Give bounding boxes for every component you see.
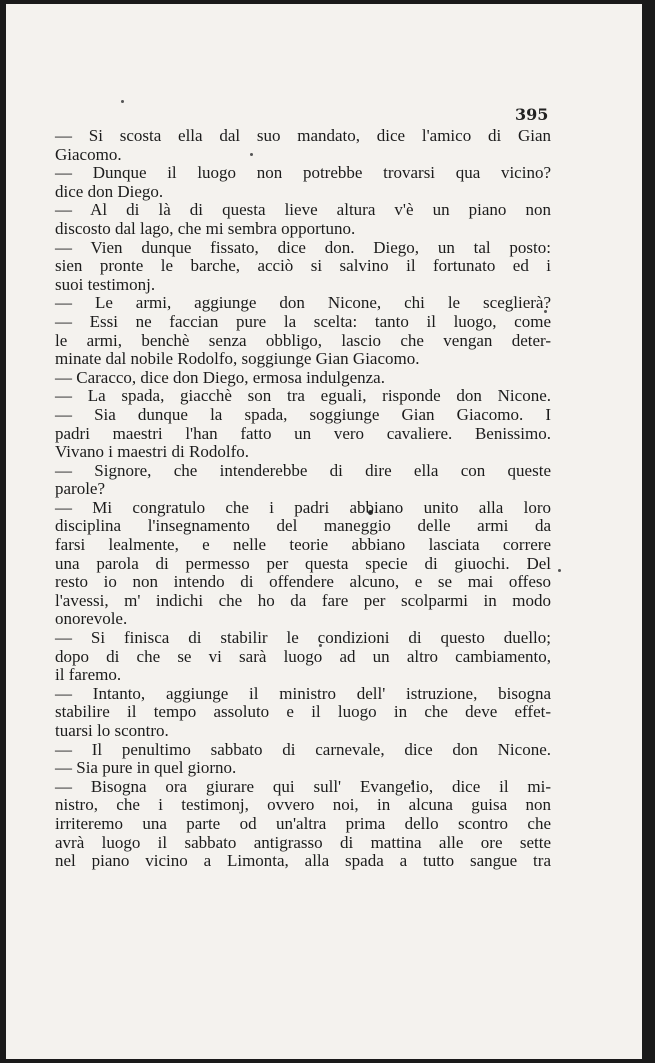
text-line: padri maestri l'han fatto un vero cavaliere. Benissimo. <box>55 423 551 443</box>
text-line: sien pronte le barche, acciò si salvino il fortunato ed i <box>55 256 551 276</box>
text-line: avrà luogo il sabbato antigrasso di mattina alle ore sette <box>55 832 551 852</box>
text-line: Vivano i maestri di Rodolfo. <box>55 442 249 462</box>
text-line: discosto dal lago, che mi sembra opportuno. <box>55 218 356 238</box>
text-line: dopo di che se vi sarà luogo ad un altro cambiamento, <box>55 646 551 666</box>
text-line: — La spada, giacchè son tra eguali, risponde don Nicone. <box>55 386 551 406</box>
text-line: stabilire il tempo assoluto e il luogo in che deve effet- <box>55 702 551 722</box>
text-line: farsi lealmente, e nelle teorie abbiano lasciata correre <box>55 535 551 555</box>
text-line: nel piano vicino a Limonta, alla spada a tutto sangue tra <box>55 851 551 871</box>
body-text <box>55 127 551 871</box>
text-line: il faremo. <box>55 665 122 685</box>
book-page <box>6 4 642 1059</box>
text-line: tuarsi lo scontro. <box>55 721 169 740</box>
text-line: nistro, che i testimonj, ovvero noi, in alcuna guisa non <box>55 795 551 815</box>
text-line: — Caracco, dice don Diego, ermosa indulgenza. <box>55 367 385 387</box>
text-line: — Dunque il luogo non potrebbe trovarsi qua vicino? <box>55 163 551 183</box>
text-line: — Il penultimo sabbato di carnevale, dice don Nicone. <box>55 739 551 759</box>
text-line: le armi, benchè senza obbligo, lascio che vengan deter- <box>55 330 551 350</box>
text-line: — Bisogna ora giurare qui sull' Evangelio, dice il mi- <box>55 776 551 796</box>
text-line: — Sia pure in quel giorno. <box>55 758 237 778</box>
ink-speck <box>558 569 561 572</box>
text-line: — Le armi, aggiunge don Nicone, chi le sceglierà? <box>55 293 551 313</box>
text-line: onorevole. <box>55 609 128 629</box>
text-line: parole? <box>55 479 106 499</box>
text-line: — Essi ne faccian pure la scelta: tanto il luogo, come <box>55 311 551 331</box>
ink-speck <box>121 100 124 103</box>
text-line: — Mi congratulo che i padri abbiano unito alla loro <box>55 497 551 517</box>
text-line: Giacomo. <box>55 144 122 164</box>
text-line: l'avessi, m' indichi che ho da fare per scolparmi in modo <box>55 590 551 610</box>
text-line: — Sia dunque la spada, soggiunge Gian Giacomo. I <box>55 404 551 424</box>
text-line: — Vien dunque fissato, dice don. Diego, un tal posto: <box>55 237 551 257</box>
text-line: — Al di là di questa lieve altura v'è un piano non <box>55 200 551 220</box>
text-line: — Si finisca di stabilir le condizioni di questo duello; <box>55 628 551 648</box>
text-line: irriteremo una parte od un'altra prima dello scontro che <box>55 813 551 833</box>
text-line: disciplina l'insegnamento del maneggio delle armi da <box>55 516 551 536</box>
text-line: dice don Diego. <box>55 181 164 201</box>
text-line: minate dal nobile Rodolfo, soggiunge Gian Giacomo. <box>55 349 420 369</box>
page-number: 395 <box>515 105 549 124</box>
text-line: — Intanto, aggiunge il ministro dell' istruzione, bisogna <box>55 683 551 703</box>
text-line: resto io non intendo di offendere alcuno, e se mai offeso <box>55 572 551 592</box>
text-line: — Si scosta ella dal suo mandato, dice l'amico di Gian <box>55 126 551 145</box>
text-line: una parola di permesso per questa specie di giuochi. Del <box>55 553 551 573</box>
text-line: suoi testimonj. <box>55 274 156 294</box>
text-line: — Signore, che intenderebbe di dire ella con queste <box>55 460 551 480</box>
